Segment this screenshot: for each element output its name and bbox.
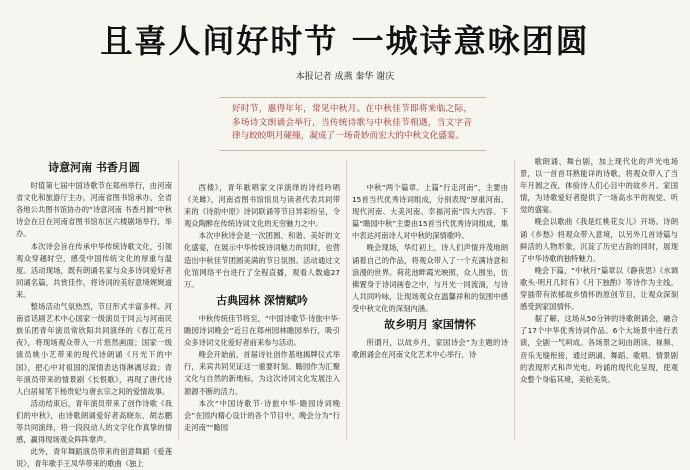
- column-divider: [514, 160, 515, 440]
- paragraph: 本次诗会旨在传承中华传统诗歌文化，引领观众穿越时空，感受中国传统文化的厚重与温度。活动现场，既有朗诵名家与众多诗词爱好者同诵名篇，共赏佳作，将诗词的美好意境娓娓道来。: [16, 241, 172, 299]
- paragraph: 晚会现场，华灯初上，诗人们声情并茂地朗诵着自己的作品，将观众带入了一个充满诗意和浪漫的世界。荷花池畔霞光映照，众人围坐，仿佛置身于诗词画卷之中，与月光一同流淌，与诗人共同吟咏，让现场观众在温馨祥和的氛围中感受中秋文化的深刻内涵。: [352, 243, 508, 313]
- paragraph: 西楼》，青年歌唱家文洋演绎的诗经吟唱《关雎》，河南省图书馆馆员与读者代表共同带来的《诗韵中原》诗词联诵等节目异彩纷呈，令观众陶醉在传统诗词文化的无穷魅力之中。: [184, 183, 340, 229]
- paragraph: 本次“中国诗歌节·诗旅中华·瞻园诗词晚会”在园内精心设计的各个节目中，晚会分为“行走河南”“瞻园: [184, 398, 340, 432]
- article-column-2: [184, 182, 340, 442]
- byline: 本报记者 成燕 秦华 谢庆: [295, 72, 395, 82]
- paragraph: 据了解，这场从50分钟的诗歌朗诵会，融合了17个中华优秀诗词作品、6个大场景中进行表演，全剧一气呵成。各场景之间由朗读、视频、音乐无缝衔接，通过朗诵、舞蹈、歌唱、情景剧的表现形式和声光电、吟诵的现代化呈现，使观众整个身临其境，美轮美奂。: [520, 314, 678, 384]
- paragraph: 整场活动气氛热烈，节目形式丰富多样。河南省话剧艺术中心国家一级演员于同云与河南民族乐团青年演员常欣阳共同演绎的《春江花月夜》，将现场观众带入一片悠然画面；国家一级演员姚小艺带来的现代诗朗诵《月光下的中国》，把心中对祖国的深情表达得淋漓尽致；青年演员带来的情景剧《长恨歌》，再现了唐代诗人白居易笔下杨贵妃与唐玄宗之间的爱情故事。: [16, 302, 172, 396]
- paragraph: 晚会以歌曲《我是红桃花女儿》开场。诗朗诵《乡愁》将观众带入意境，以另外几首诗篇与鲜活的人物形象，沉淀了历史古韵的同时，展现了中华诗歌的独特魅力。: [520, 217, 678, 263]
- paragraph: 晚会开始前，首届诗社创作基地揭牌仪式举行，来宾共同见证这一重要时刻。瞻园作为汇聚文化与自然的新地标，为这次诗词文化发展注入源源不断的活力。: [184, 350, 340, 396]
- article-column-4: [520, 156, 678, 442]
- paragraph: 本次中秋诗会是一次团圆、和谐、美好的文化盛宴，在展示中华传统诗词魅力的同时，也营造出中秋佳节团圆美满的节日氛围。活动通过文化馆网络平台进行了全程直播，观看人数逾27万。: [184, 231, 340, 289]
- lead-rule-bottom: [220, 150, 486, 151]
- paragraph: 活动结束后，青年演员带来了创作诗歌《我们的中秋》，由诗歌朗诵爱好者高晓东、胡志鹏等共同演绎，将一段段动人的文字化作真挚的情感，赢得现场观众阵阵掌声。: [16, 398, 172, 445]
- paragraph: 歌朗诵、舞台剧，加上现代化的声光电场景，以一首首耳熟能详的诗歌，将观众带入了当年月圆之夜，体验诗人们心目中的故乡月、家国情，为诗歌爱好者提供了一场高水平的视觉、听觉的盛宴。: [520, 157, 678, 215]
- paragraph: 晚会下篇，“中秋月”篇章以《静夜思》《水调歌头·明月几时有》《月下独酌》等诗作为主线，穿插带有浓郁故乡情怀的原创节目，让观众深刻感受到家国情怀。: [520, 265, 678, 312]
- lead-paragraph: 好时节，惠得年年，常见中秋月。在中秋佳节即将来临之际，多场诗文朗诵会举行，当传统诗歌与中秋佳节相遇，当文字音律与皎皎明月碰撞，凝成了一场奇妙而宏大的中秋文化盛宴。: [232, 104, 472, 141]
- paragraph: 时值第七届中国诗歌节在郑州举行，由河南省文化和旅游厅主办，河南省图书馆承办，全省各地公共图书馆协办的“诗意河南 书香月圆”中秋诗会在日在河南省图书馆东区六楼剧场举行，举办。: [16, 181, 172, 239]
- paragraph: 中秋”两个篇章。上篇“行走河南”，主要由15首当代优秀诗词组成，分别表现“厚重河南、现代河南、大美河南、幸福河南”四大内容。下篇“瞻园中秋”主要由15首当代优秀诗词组成，集中表达河南诗人对中秋的深情歌吟。: [352, 183, 508, 241]
- paragraph: 此外，青年舞蹈演员带来的创意舞蹈《爱莲说》，青年歌手王凤华带来的歌曲《独上: [16, 447, 172, 469]
- column-divider: [346, 160, 347, 440]
- section-heading-1: 诗意河南 书香月圆: [48, 161, 140, 174]
- article-column-3: [352, 182, 508, 442]
- section-heading-3: 故乡明月 家国情怀: [384, 318, 476, 332]
- paragraph: 所谓月，以故乡月，家国诗会”为主题的诗歌朗诵会在河南文化艺术中心举行，诗: [352, 338, 508, 360]
- section-heading-2: 古典园林 深情赋吟: [216, 293, 308, 307]
- lead-rule-top: [220, 97, 486, 98]
- column-divider: [178, 160, 179, 440]
- page-headline: 且喜人间好时节 一城诗意咏团圆: [100, 22, 590, 60]
- paragraph: 中秋传统佳节将至，“中国诗歌节·诗旅中华·瞻园诗词晚会”近日在郑州园林瞻园举行，吸引众多诗词文化爱好者前来参与活动。: [184, 313, 340, 348]
- article-column-1: [16, 158, 172, 469]
